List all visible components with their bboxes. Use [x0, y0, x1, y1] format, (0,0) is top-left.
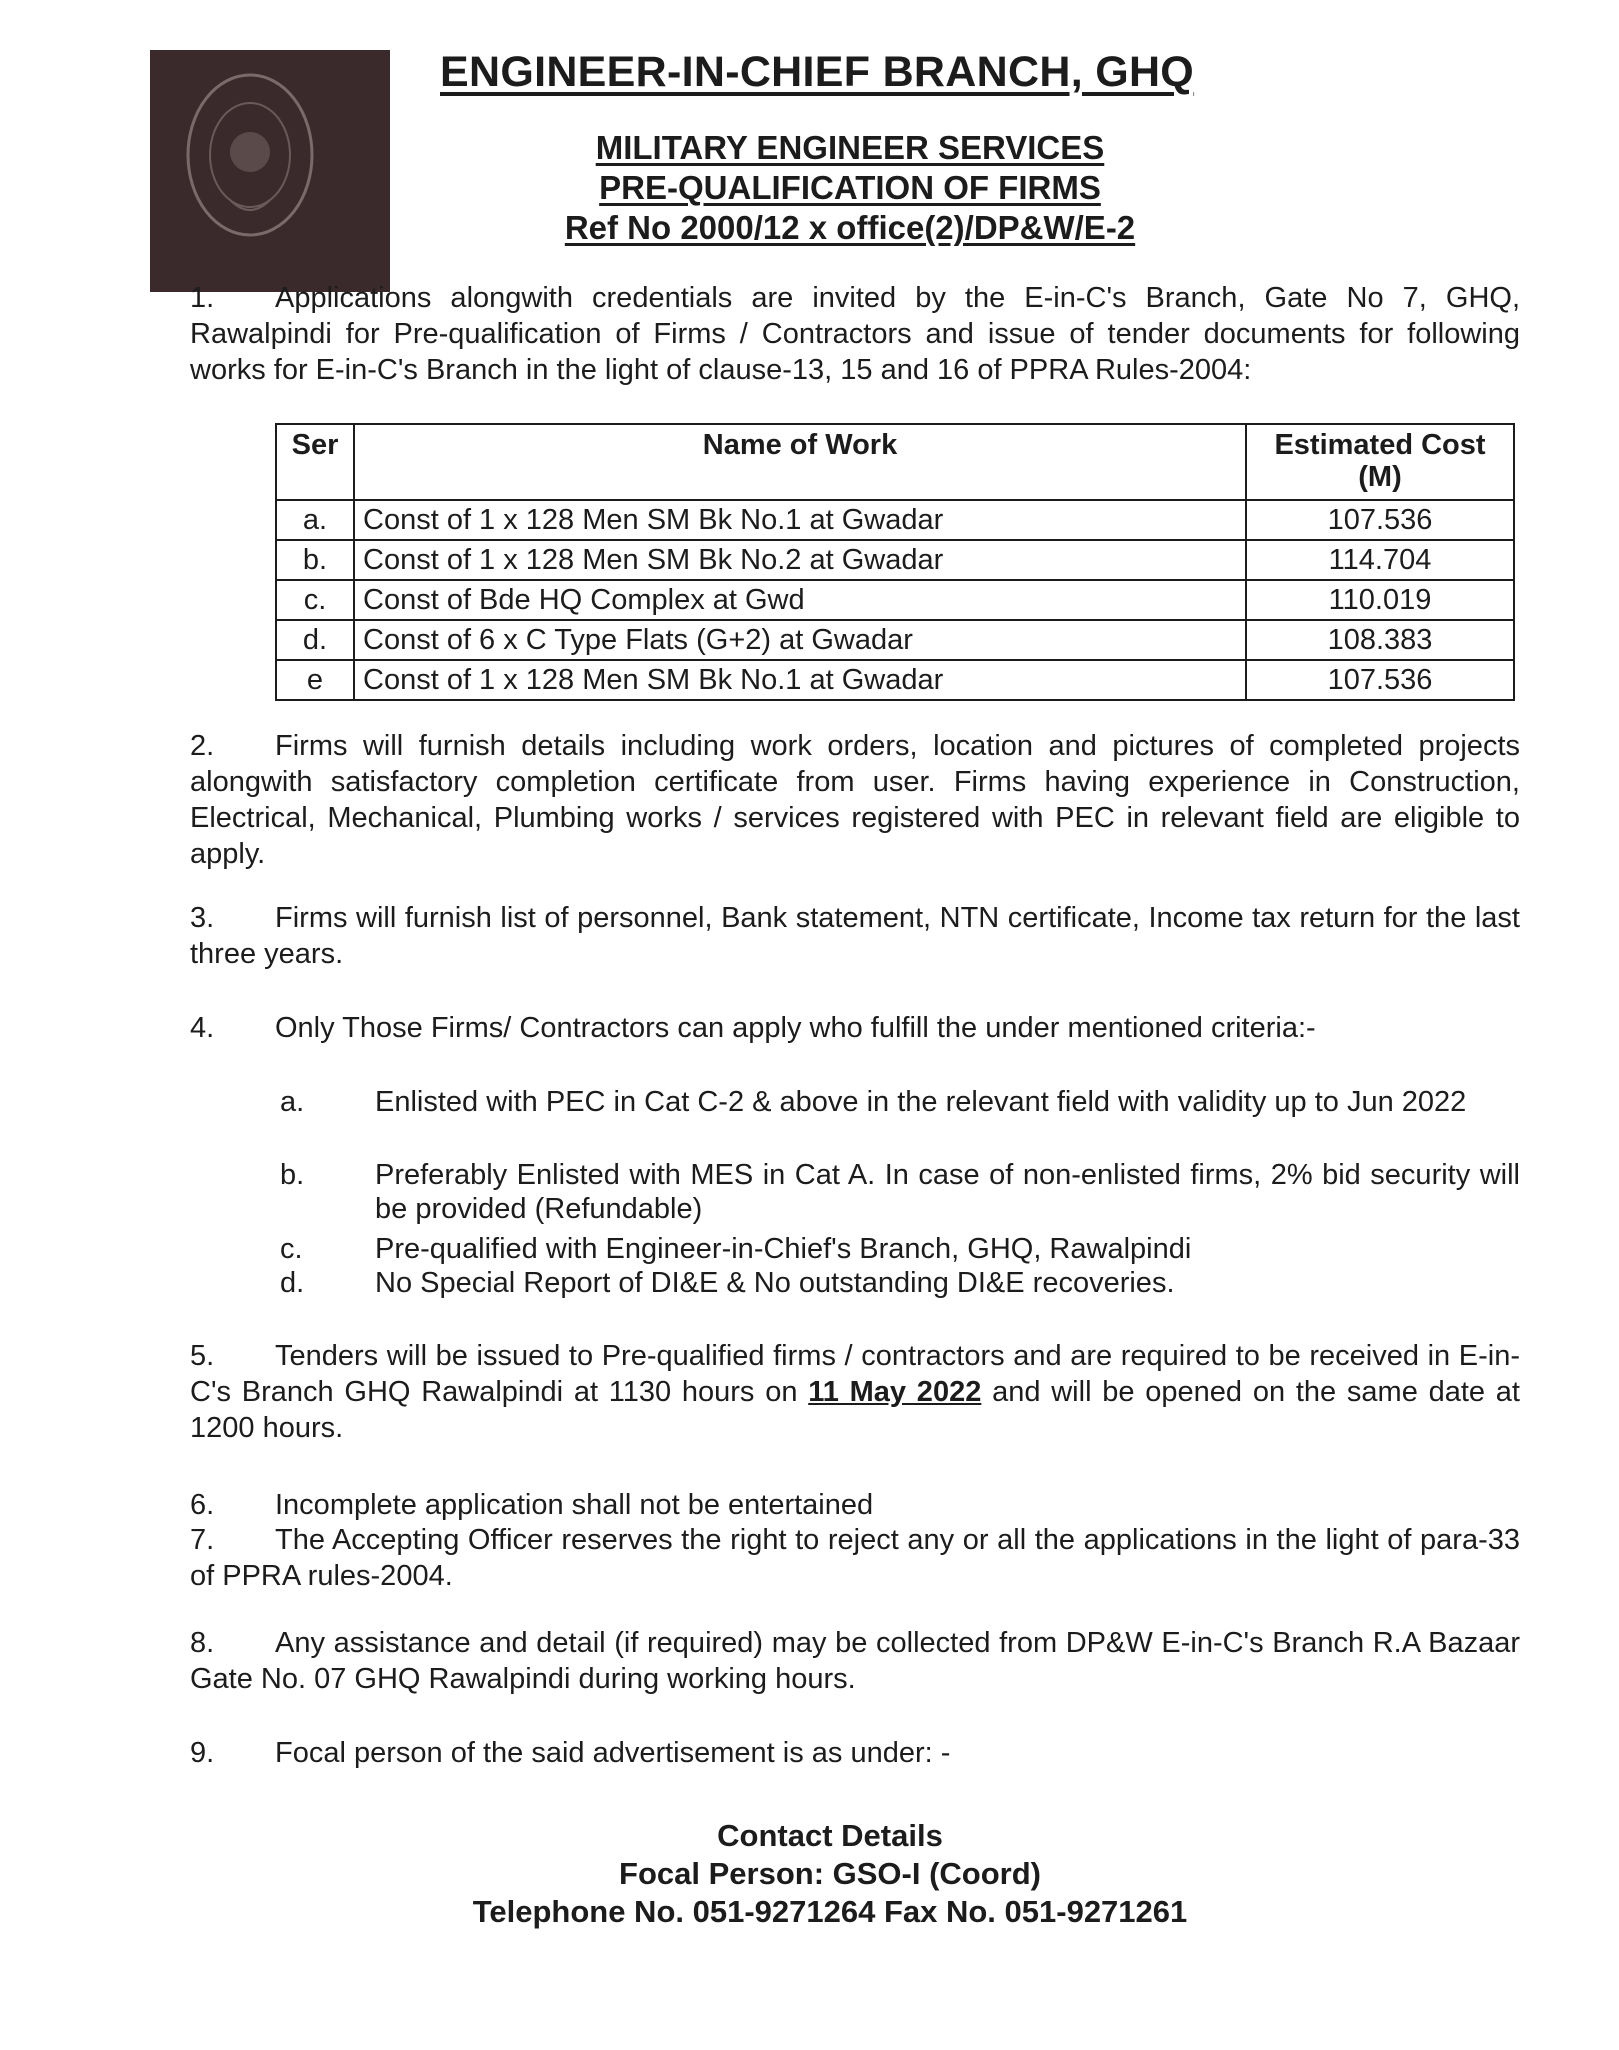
subtitle-mes: MILITARY ENGINEER SERVICES — [595, 129, 1105, 166]
paragraph-number: 2. — [190, 730, 215, 762]
table-row — [276, 580, 1514, 620]
criteria-text: Enlisted with PEC in Cat C-2 & above in the relevant field with validity up to Jun 2022 — [375, 1086, 1467, 1118]
criteria-text: Pre-qualified with Engineer-in-Chief's Branch, GHQ, Rawalpindi — [375, 1233, 1192, 1265]
criteria-item — [280, 1266, 1520, 1300]
cell-ser: d. — [276, 620, 354, 660]
paragraph-7 — [190, 1522, 1520, 1594]
paragraph-text: Tenders will be issued to Pre-qualified firms / contractors and are required to be received in E-in-C's Branch GHQ Rawalpindi at 1130 hours on — [190, 1340, 1520, 1408]
cell-cost: 107.536 — [1246, 500, 1514, 540]
criteria-text: No Special Report of DI&E & No outstanding DI&E recoveries. — [375, 1267, 1175, 1299]
table-row — [276, 660, 1514, 700]
paragraph-number: 7. — [190, 1524, 215, 1556]
contact-phone-fax: Telephone No. 051-9271264 Fax No. 051-9271261 — [472, 1894, 1188, 1929]
paragraph-text: Only Those Firms/ Contractors can apply who fulfill the under mentioned criteria:- — [275, 1012, 1316, 1044]
focal-person: Focal Person: GSO-I (Coord) — [619, 1856, 1041, 1891]
table-header-row — [276, 424, 1514, 500]
paragraph-text: Applications alongwith credentials are invited by the E-in-C's Branch, Gate No 7, GHQ, Rawalpindi for Pre-qualification of Firms / Contractors and issue of tender documents for following works for E-in-C's Branch in the light of clause-13, 15 and 16 of PPRA Rules-2004: — [190, 282, 1520, 386]
cell-cost: 114.704 — [1246, 540, 1514, 580]
criteria-item — [280, 1158, 1520, 1226]
criteria-item — [280, 1232, 1520, 1266]
paragraph-5 — [190, 1338, 1520, 1446]
cell-name: Const of 1 x 128 Men SM Bk No.2 at Gwadar — [354, 540, 1246, 580]
paragraph-text: Focal person of the said advertisement is as under: - — [275, 1737, 951, 1769]
table-row — [276, 620, 1514, 660]
criteria-text: Preferably Enlisted with MES in Cat A. In case of non-enlisted firms, 2% bid security will be provided (Refundable) — [375, 1159, 1520, 1225]
criteria-label: b. — [280, 1159, 305, 1191]
page-title: ENGINEER-IN-CHIEF BRANCH, GHQ — [440, 48, 1195, 96]
paragraph-number: 5. — [190, 1340, 215, 1372]
paragraph-number: 1. — [190, 282, 215, 314]
paragraph-6 — [190, 1487, 1520, 1523]
cell-ser: b. — [276, 540, 354, 580]
paragraph-number: 9. — [190, 1737, 215, 1769]
cell-ser: e — [276, 660, 354, 700]
paragraph-number: 6. — [190, 1489, 215, 1521]
cell-cost: 110.019 — [1246, 580, 1514, 620]
paragraph-text: Firms will furnish list of personnel, Bank statement, NTN certificate, Income tax return for the last three years. — [190, 902, 1520, 970]
paragraph-1 — [190, 280, 1520, 388]
paragraph-3 — [190, 900, 1520, 972]
works-table — [275, 423, 1515, 701]
cell-cost: 108.383 — [1246, 620, 1514, 660]
paragraph-8 — [190, 1625, 1520, 1697]
cell-name: Const of Bde HQ Complex at Gwd — [354, 580, 1246, 620]
cell-name: Const of 1 x 128 Men SM Bk No.1 at Gwadar — [354, 500, 1246, 540]
column-header-ser: Ser — [276, 424, 354, 500]
submission-date: 11 May 2022 — [808, 1376, 982, 1408]
criteria-label: a. — [280, 1086, 305, 1118]
paragraph-text-tail: and will be opened on the same date at 1200 hours. — [190, 1376, 1520, 1444]
criteria-item — [280, 1085, 1520, 1119]
emblem-seal-icon — [150, 50, 390, 292]
subtitle-prequalification: PRE-QUALIFICATION OF FIRMS — [599, 169, 1101, 206]
cell-ser: c. — [276, 580, 354, 620]
reference-number: Ref No 2000/12 x office(2)/DP&W/E-2 — [564, 209, 1136, 246]
paragraph-text: Firms will furnish details including work orders, location and pictures of completed projects alongwith satisfactory completion certificate from user. Firms having experience in Construction, Electrical, Mechanical, Plumbing works / services registered with PEC in relevant field are eligible to apply. — [190, 730, 1520, 870]
table-row — [276, 500, 1514, 540]
paragraph-text: Incomplete application shall not be entertained — [275, 1489, 874, 1521]
paragraph-4 — [190, 1010, 1520, 1046]
table-row — [276, 540, 1514, 580]
paragraph-number: 3. — [190, 902, 215, 934]
cell-name: Const of 6 x C Type Flats (G+2) at Gwadar — [354, 620, 1246, 660]
column-header-cost: Estimated Cost (M) — [1246, 424, 1514, 500]
cell-name: Const of 1 x 128 Men SM Bk No.1 at Gwadar — [354, 660, 1246, 700]
paragraph-number: 4. — [190, 1012, 215, 1044]
paragraph-number: 8. — [190, 1627, 215, 1659]
paragraph-text: Any assistance and detail (if required) may be collected from DP&W E-in-C's Branch R.A Bazaar Gate No. 07 GHQ Rawalpindi during working hours. — [190, 1627, 1520, 1695]
paragraph-9 — [190, 1735, 1520, 1771]
criteria-label: d. — [280, 1267, 305, 1299]
contact-heading: Contact Details — [717, 1818, 943, 1853]
paragraph-text: The Accepting Officer reserves the right to reject any or all the applications in the light of para-33 of PPRA rules-2004. — [190, 1524, 1520, 1592]
column-header-name: Name of Work — [354, 424, 1246, 500]
paragraph-2 — [190, 728, 1520, 872]
criteria-label: c. — [280, 1233, 303, 1265]
cell-cost: 107.536 — [1246, 660, 1514, 700]
cell-ser: a. — [276, 500, 354, 540]
